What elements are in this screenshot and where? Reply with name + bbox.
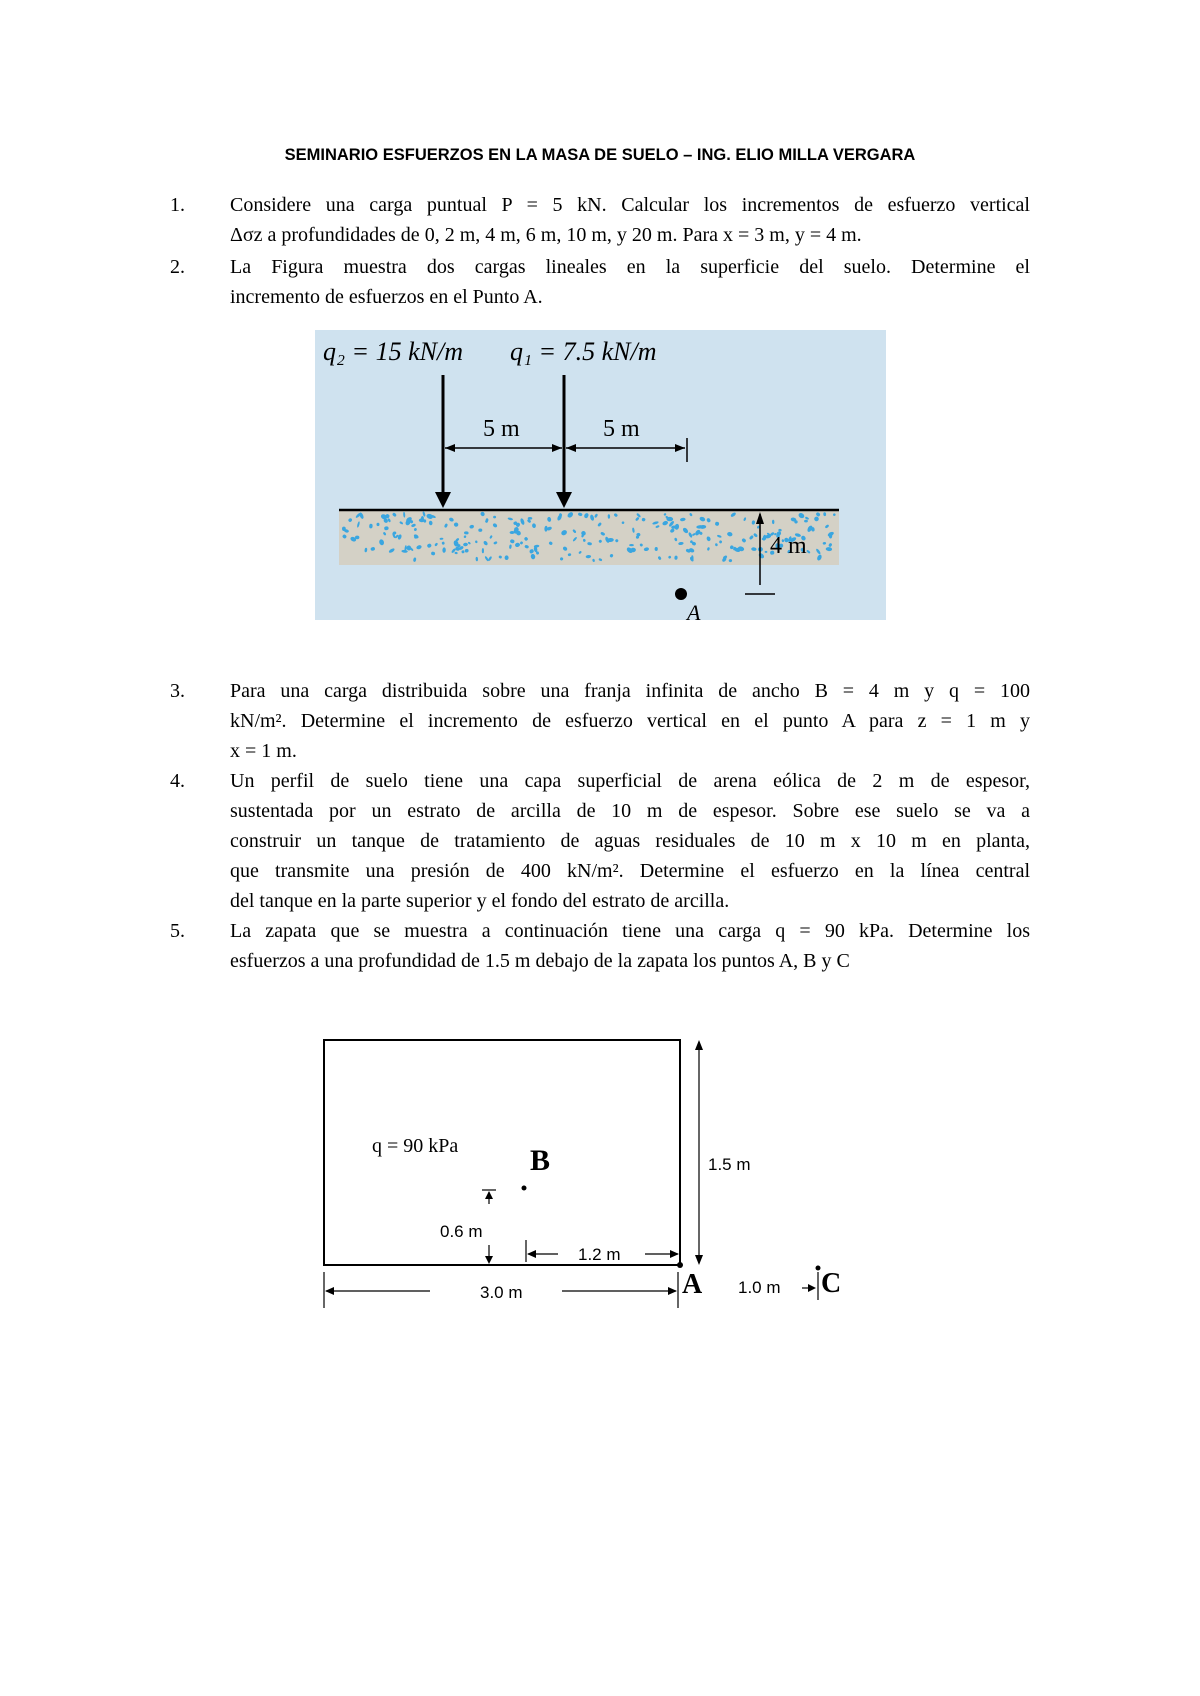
- problem-line: esfuerzos a una profundidad de 1.5 m debajo de la zapata los puntos A, B y C: [230, 950, 850, 972]
- dimension-1-0m: [802, 1272, 818, 1300]
- q2-label: q₂ = 15 kN/m: [323, 337, 463, 366]
- soil-speck: [482, 548, 484, 553]
- problem-number: 1.: [170, 194, 185, 216]
- soil-speck: [505, 555, 509, 560]
- point-b-marker: [522, 1186, 527, 1191]
- problem-line: La Figura muestra dos cargas lineales en la superficie del suelo. Determine el: [230, 256, 1030, 278]
- problem-line: kN/m². Determine el incremento de esfuerzo vertical en el punto A para z = 1 m y: [230, 710, 1030, 732]
- depth-label: 4 m: [770, 533, 807, 559]
- dimension-1-5m: [695, 1040, 703, 1265]
- q1-label: q₁ = 7.5 kN/m: [510, 337, 657, 366]
- problem-line: que transmite una presión de 400 kN/m². Determine el esfuerzo en la línea central: [230, 860, 1030, 882]
- page-title: SEMINARIO ESFUERZOS EN LA MASA DE SUELO – ING. ELIO MILLA VERGARA: [284, 146, 916, 164]
- line-loads-figure: [315, 330, 886, 620]
- dimension-label: 1.5 m: [708, 1155, 751, 1174]
- footing-figure: [300, 1010, 900, 1310]
- point-a-label: A: [687, 600, 701, 620]
- soil-speck: [667, 517, 674, 521]
- point-a-label: A: [682, 1269, 703, 1300]
- problem-line: Considere una carga puntual P = 5 kN. Calcular los incrementos de esfuerzo vertical: [230, 194, 1030, 216]
- problem-number: 5.: [170, 920, 185, 942]
- figure-background: [315, 330, 886, 620]
- load-label: q = 90 kPa: [372, 1135, 459, 1157]
- dimension-label: 5 m: [483, 416, 520, 442]
- problem-2: [170, 252, 1030, 312]
- problem-5: [170, 916, 1030, 976]
- problem-line: construir un tanque de tratamiento de aguas residuales de 10 m x 10 m en planta,: [230, 830, 1030, 852]
- dimension-label: 5 m: [603, 416, 640, 442]
- dimension-label: 1.2 m: [578, 1245, 621, 1264]
- dimension-label: 1.0 m: [738, 1278, 781, 1297]
- point-c-label: C: [821, 1268, 842, 1299]
- soil-speck: [629, 544, 634, 546]
- problem-number: 3.: [170, 680, 185, 702]
- problem-1: [170, 190, 1030, 250]
- point-a-marker: [675, 588, 687, 600]
- problem-line: del tanque en la parte superior y el fondo del estrato de arcilla.: [230, 890, 730, 912]
- problem-line: Δσz a profundidades de 0, 2 m, 4 m, 6 m, 10 m, y 20 m. Para x = 3 m, y = 4 m.: [230, 224, 862, 246]
- problem-4: [170, 766, 1030, 916]
- problem-line: Para una carga distribuida sobre una franja infinita de ancho B = 4 m y q = 100: [230, 680, 1030, 702]
- problem-number: 2.: [170, 256, 185, 278]
- problem-line: x = 1 m.: [230, 740, 297, 762]
- dimension-label: 3.0 m: [480, 1283, 523, 1302]
- problem-3: [170, 676, 1030, 766]
- problem-line: sustentada por un estrato de arcilla de 10 m de espesor. Sobre ese suelo se va a: [230, 800, 1030, 822]
- dimension-0-6m: [482, 1190, 496, 1264]
- problem-line: incremento de esfuerzos en el Punto A.: [230, 286, 543, 308]
- point-c-marker: [816, 1266, 821, 1271]
- problem-line: La zapata que se muestra a continuación tiene una carga q = 90 kPa. Determine los: [230, 920, 1030, 942]
- point-b-label: B: [530, 1144, 551, 1177]
- problem-line: Un perfil de suelo tiene una capa superficial de arena eólica de 2 m de espesor,: [230, 770, 1030, 792]
- problem-number: 4.: [170, 770, 185, 792]
- point-a-marker: [677, 1262, 683, 1268]
- dimension-label: 0.6 m: [440, 1222, 483, 1241]
